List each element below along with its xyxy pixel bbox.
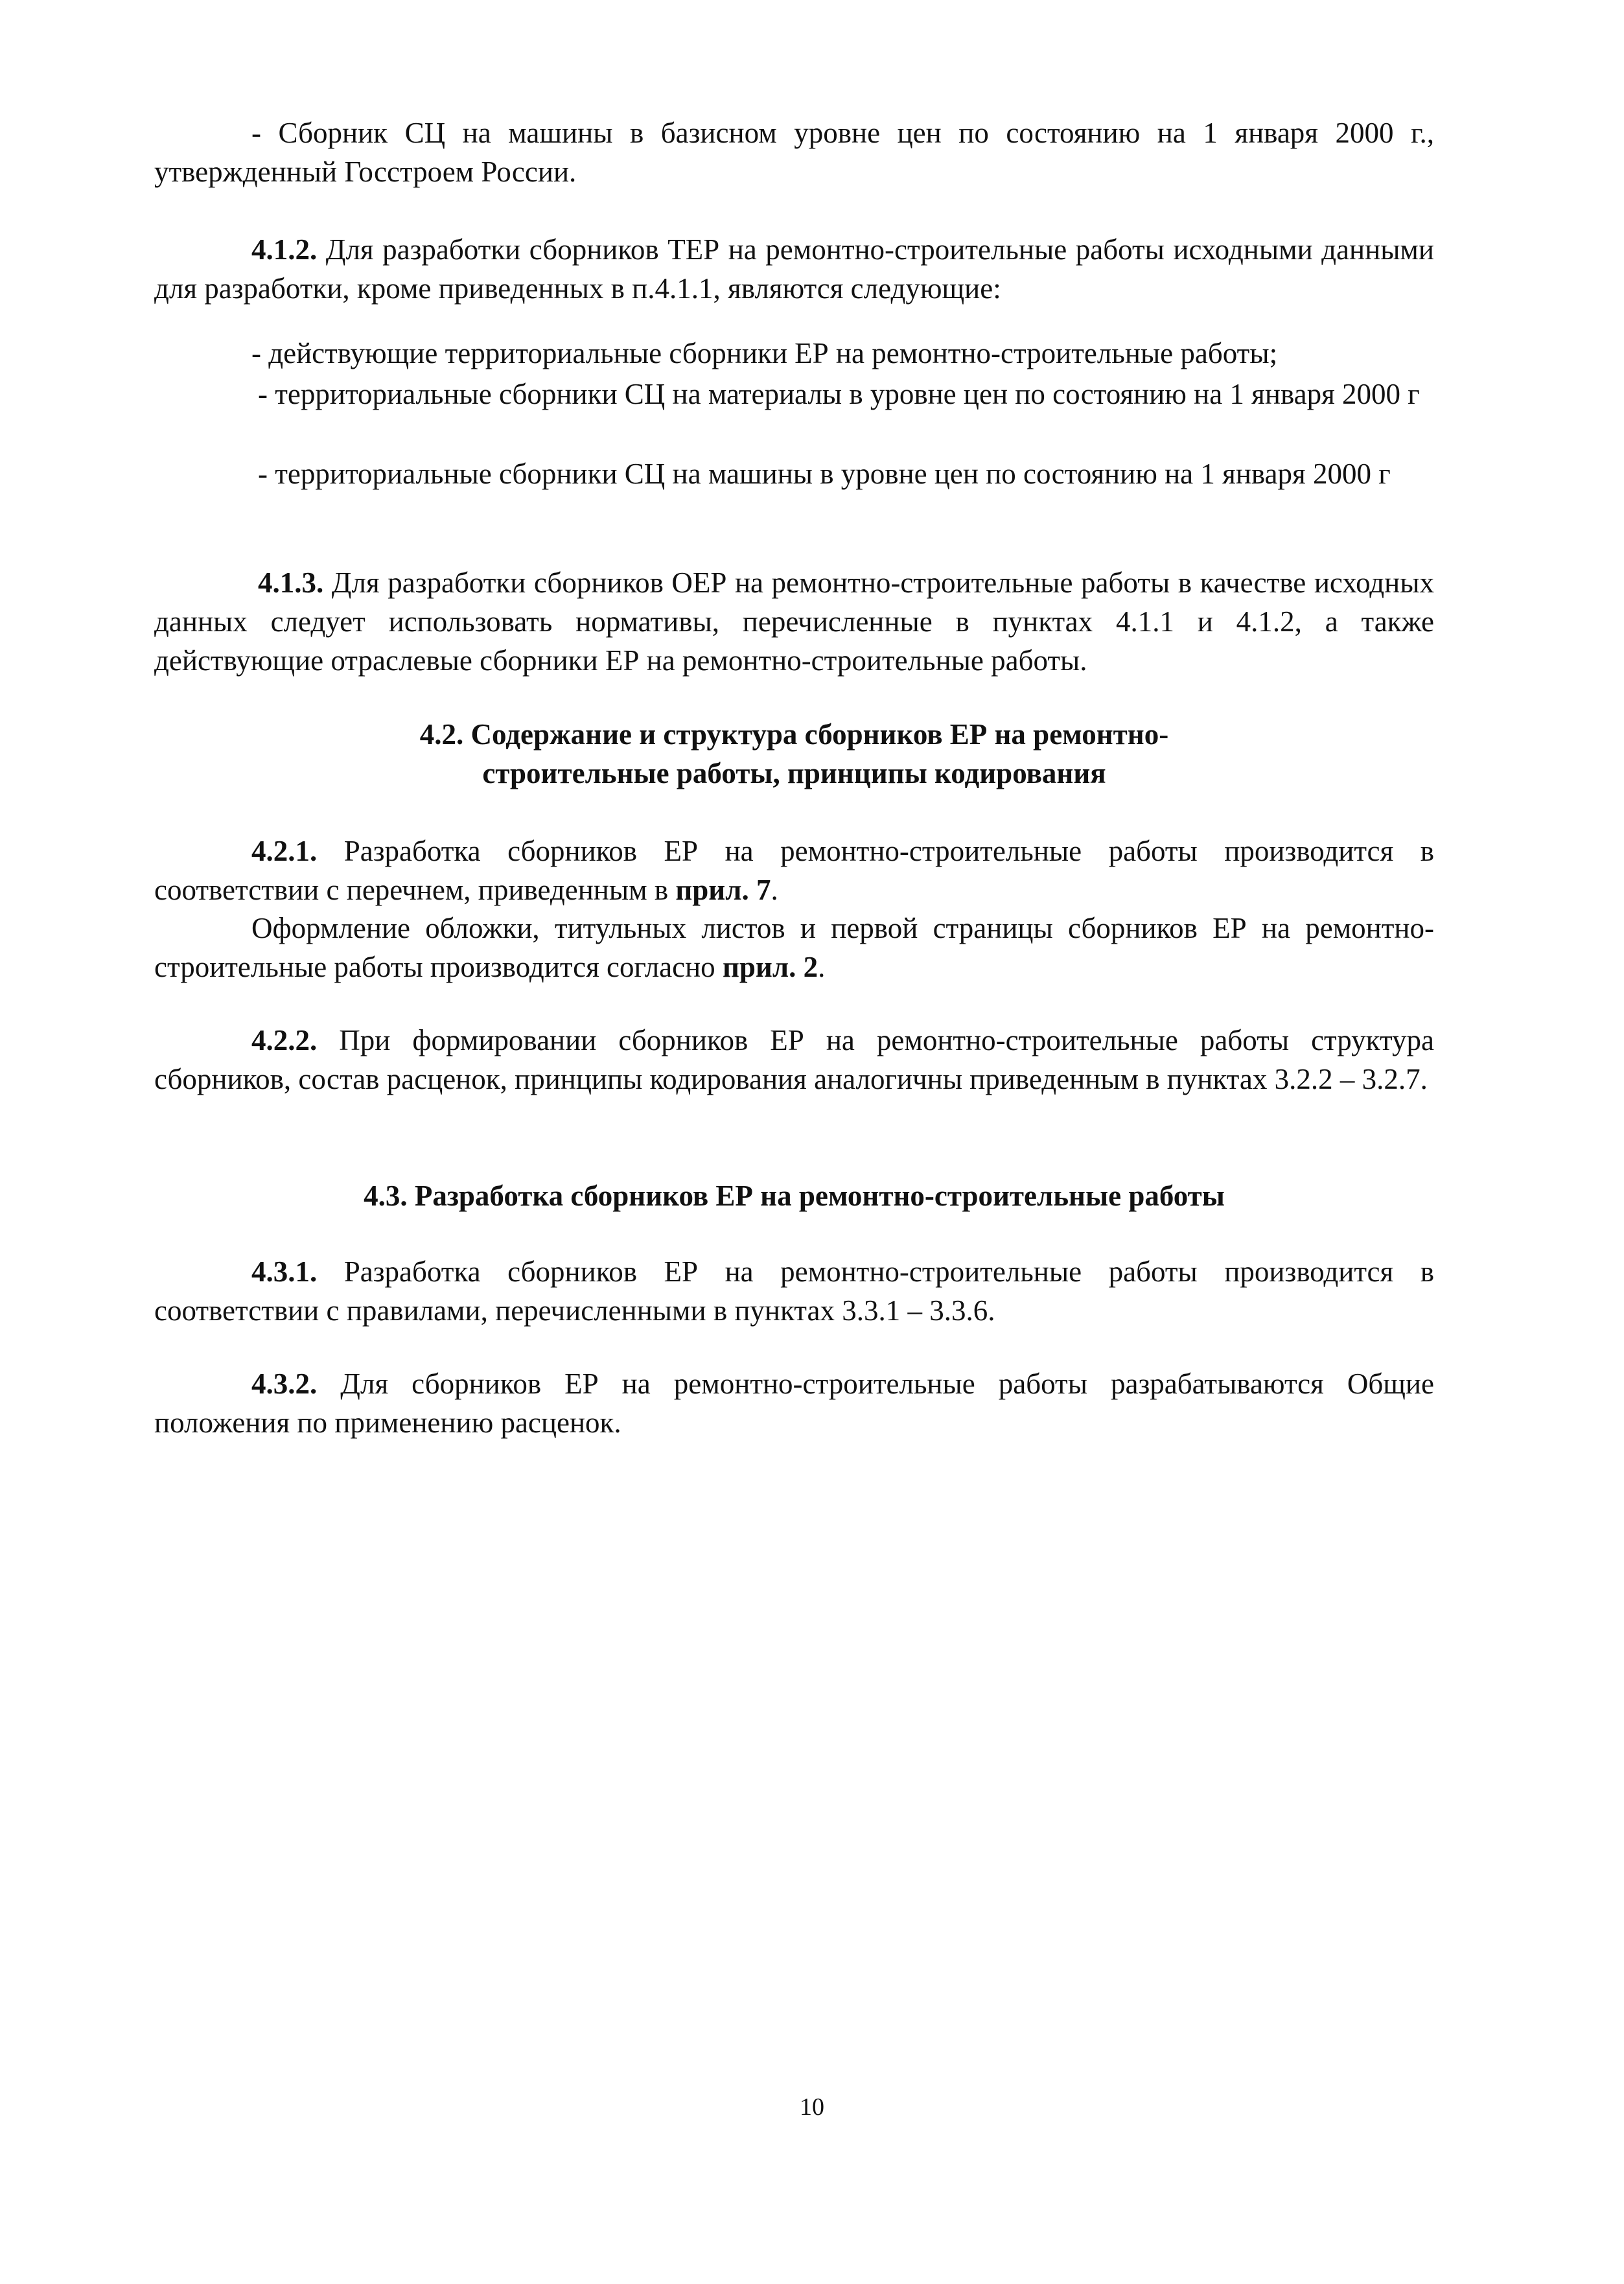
paragraph-text: - территориальные сборники СЦ на машины в уровне цен по состоянию на 1 января 2000 г: [258, 458, 1391, 490]
clause-number: 4.1.3.: [258, 566, 324, 599]
clause-number: 4.3.1.: [251, 1255, 318, 1288]
clause-number: 4.2.2.: [251, 1024, 318, 1056]
clause-text: Для разработки сборников ОЕР на ремонтно-строительные работы в качестве исходных данных следует использовать нормативы, перечисленные в пунктах 4.1.1 и 4.1.2, а также действующие отраслевые сборники ЕР на ремонтно-строительные работы.: [154, 566, 1434, 677]
clause-4-2-2: [154, 1021, 1434, 1099]
paragraph-cover-design: Оформление обложки, титульных листов и первой страницы сборников ЕР на ремонтно-строительные работы производится согласно прил. 2.: [154, 912, 1434, 983]
paragraph-text: - действующие территориальные сборники ЕР на ремонтно-строительные работы;: [251, 337, 1278, 369]
paragraph-text: - Сборник СЦ на машины в базисном уровне цен по состоянию на 1 января 2000 г., утвержденный Госстроем России.: [154, 117, 1434, 188]
heading-line: 4.3. Разработка сборников ЕР на ремонтно-строительные работы: [364, 1180, 1225, 1212]
clause-4-3-2: [154, 1364, 1434, 1442]
clause-4-1-3: [154, 563, 1434, 680]
paragraph-text: - территориальные сборники СЦ на материалы в уровне цен по состоянию на 1 января 2000 г: [258, 378, 1420, 410]
paragraph-text: Оформление обложки, титульных листов и первой страницы сборников ЕР на ремонтно-строительные работы производится согласно: [154, 912, 1434, 983]
appendix-reference: прил. 7: [675, 874, 771, 906]
section-heading-4-2: [154, 715, 1434, 793]
clause-text: Разработка сборников ЕР на ремонтно-строительные работы производится в соответствии с правилами, перечисленными в пунктах 3.3.1 – 3.3.6.: [154, 1255, 1434, 1327]
clause-text: При формировании сборников ЕР на ремонтно-строительные работы структура сборников, состав расценок, принципы кодирования аналогичны приведенным в пунктах 3.2.2 – 3.2.7.: [154, 1024, 1434, 1095]
clause-number: 4.2.1.: [251, 835, 318, 867]
clause-4-3-1: [154, 1252, 1434, 1330]
page-number: 10: [800, 2093, 824, 2121]
list-item-machines-prices: [154, 113, 1434, 191]
appendix-reference: прил. 2: [722, 951, 818, 983]
clause-text: Разработка сборников ЕР на ремонтно-строительные работы производится в соответствии с перечнем, приведенным в: [154, 835, 1434, 906]
clause-4-2-1: 4.2.1. Разработка сборников ЕР на ремонтно-строительные работы производится в соответствии с перечнем, приведенным в прил. 7.: [154, 835, 1434, 906]
clause-text: Для разработки сборников ТЕР на ремонтно-строительные работы исходными данными для разработки, кроме приведенных в п.4.1.1, являются следующие:: [154, 233, 1434, 305]
list-item-territorial-machines: [154, 454, 1434, 493]
list-item-territorial-materials: [154, 375, 1434, 414]
heading-line-2: строительные работы, принципы кодирования: [482, 757, 1106, 789]
clause-4-1-2: [154, 230, 1434, 308]
heading-line-1: 4.2. Содержание и структура сборников ЕР на ремонтно-: [419, 718, 1169, 751]
clause-number: 4.1.2.: [251, 233, 318, 266]
clause-text: Для сборников ЕР на ремонтно-строительные работы разрабатываются Общие положения по применению расценок.: [154, 1368, 1434, 1439]
section-heading-4-3: [154, 1176, 1434, 1215]
list-item-territorial-er: [154, 334, 1434, 373]
clause-number: 4.3.2.: [251, 1368, 318, 1400]
